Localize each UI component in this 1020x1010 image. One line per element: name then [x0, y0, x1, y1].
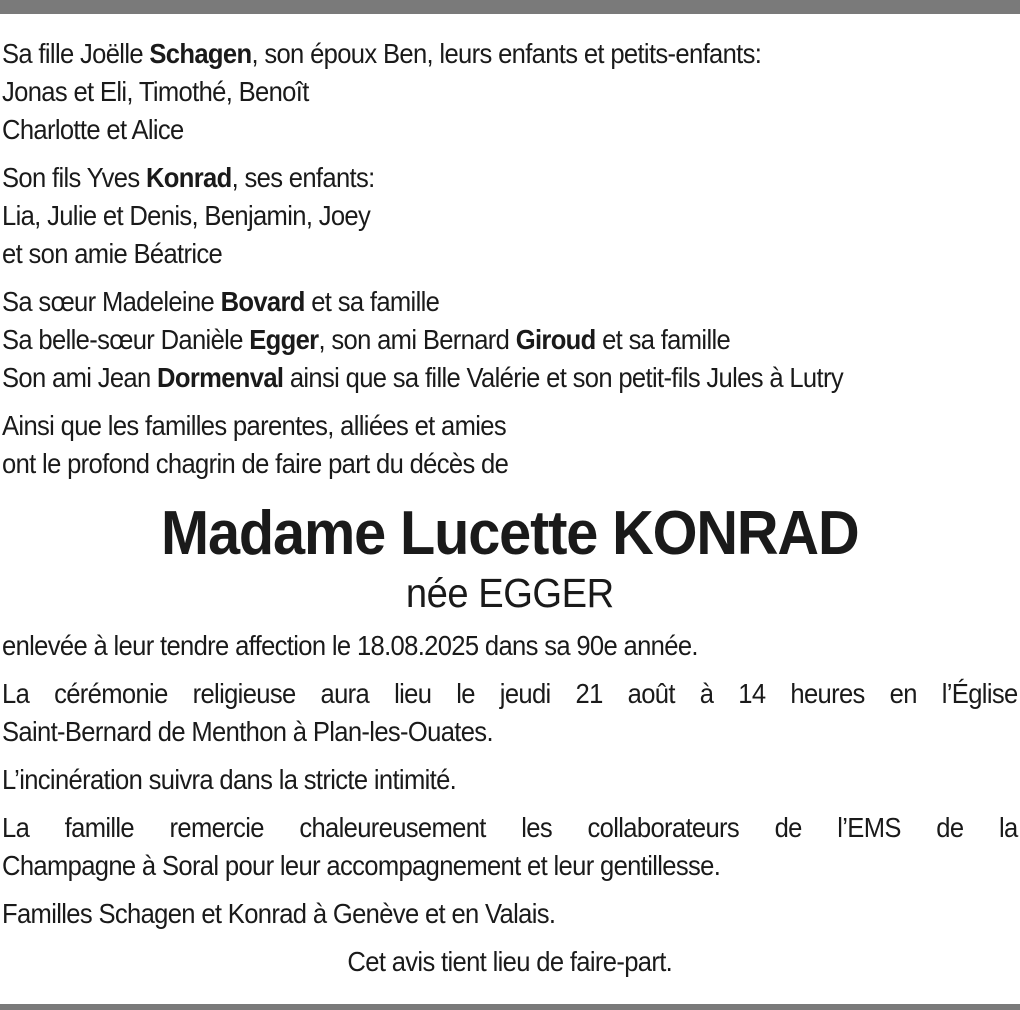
family-text: ont le profond chagrin de faire part du décès de	[2, 448, 509, 479]
family-text: , son ami Bernard	[318, 324, 516, 355]
ceremony-line: La cérémonie religieuse aura lieu le jeudi 21 août à 14 heures en l’Église	[2, 678, 1018, 709]
family-line	[2, 111, 1018, 149]
maiden-name: née EGGER	[405, 570, 614, 616]
family-text: Charlotte et Alice	[2, 114, 184, 145]
deceased-name-block	[2, 499, 1018, 617]
family-line	[2, 73, 1018, 111]
family-text: , son époux Ben, leurs enfants et petits-enfants:	[251, 38, 762, 69]
thanks-line: La famille remercie chaleureusement les collaborateurs de l’EMS de la	[2, 812, 1018, 843]
bottom-rule	[0, 1004, 1020, 1010]
notice-paragraph	[2, 943, 1018, 981]
family-text: ainsi que sa fille Valérie et son petit-fils Jules à Lutry	[283, 362, 843, 393]
ceremony-line: Saint-Bernard de Menthon à Plan-les-Ouates.	[2, 716, 493, 747]
family-surname: Giroud	[515, 324, 596, 355]
family-paragraph	[2, 407, 1018, 483]
thanks-line: Champagne à Soral pour leur accompagnement et leur gentillesse.	[2, 850, 721, 881]
family-text: Lia, Julie et Denis, Benjamin, Joey	[2, 200, 371, 231]
family-surname: Konrad	[145, 162, 232, 193]
family-surname: Bovard	[220, 286, 305, 317]
families-paragraph	[2, 895, 1018, 933]
family-paragraph	[2, 35, 1018, 149]
family-line	[2, 321, 1018, 359]
cremation-paragraph	[2, 761, 1018, 799]
family-text: Sa fille Joëlle	[2, 38, 150, 69]
family-text: et sa famille	[304, 286, 440, 317]
family-line	[2, 359, 1018, 397]
top-rule	[0, 0, 1020, 14]
deceased-name: Madame Lucette KONRAD	[161, 499, 859, 568]
family-paragraph	[2, 159, 1018, 273]
family-surname: Schagen	[149, 38, 252, 69]
ceremony-paragraph	[2, 675, 1018, 751]
family-line	[2, 283, 1018, 321]
family-line	[2, 35, 1018, 73]
family-text: Sa belle-sœur Danièle	[2, 324, 250, 355]
family-line	[2, 197, 1018, 235]
family-text: et sa famille	[595, 324, 731, 355]
family-text: Sa sœur Madeleine	[2, 286, 221, 317]
notice-content	[2, 35, 1018, 991]
family-text: Ainsi que les familles parentes, alliées et amies	[2, 410, 507, 441]
family-surname: Egger	[249, 324, 319, 355]
family-line	[2, 407, 1018, 445]
family-text: Jonas et Eli, Timothé, Benoît	[2, 76, 309, 107]
family-text: Son ami Jean	[2, 362, 158, 393]
family-text: Son fils Yves	[2, 162, 146, 193]
families-line: Familles Schagen et Konrad à Genève et en Valais.	[2, 898, 556, 929]
family-line	[2, 235, 1018, 273]
family-surname: Dormenval	[157, 362, 284, 393]
family-line	[2, 159, 1018, 197]
passing-paragraph	[2, 627, 1018, 665]
family-block	[2, 35, 1018, 483]
notice-line: Cet avis tient lieu de faire-part.	[347, 946, 673, 977]
family-text: et son amie Béatrice	[2, 238, 223, 269]
thanks-paragraph	[2, 809, 1018, 885]
cremation-line: L’incinération suivra dans la stricte intimité.	[2, 764, 457, 795]
family-text: , ses enfants:	[231, 162, 375, 193]
passing-line: enlevée à leur tendre affection le 18.08.2025 dans sa 90e année.	[2, 630, 698, 661]
family-line	[2, 445, 1018, 483]
family-paragraph	[2, 283, 1018, 397]
